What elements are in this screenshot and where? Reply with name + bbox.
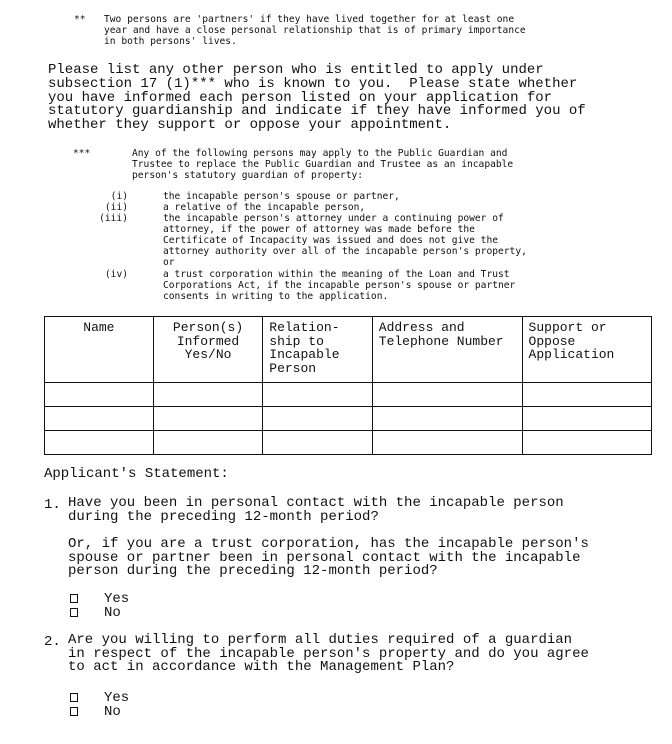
table-row	[45, 407, 652, 431]
option-label: Yes	[104, 690, 130, 706]
footnote-item-text: the incapable person's spouse or partner,	[163, 191, 400, 202]
checkbox-icon[interactable]	[70, 608, 78, 617]
table-row	[45, 431, 652, 455]
header-relationship: Relation- ship to Incapable Person	[263, 317, 373, 383]
table-cell[interactable]	[263, 407, 373, 431]
table-cell[interactable]	[372, 383, 522, 407]
table-row	[45, 383, 652, 407]
footnote-item-text: a trust corporation within the meaning of the Loan and Trust Corporations Act, if the incapable person's spouse or partner consents in writing to the application.	[163, 269, 516, 302]
table-cell[interactable]	[45, 383, 154, 407]
footnote-item-number: (i)	[110, 191, 128, 202]
question-2-no-option[interactable]	[70, 704, 121, 720]
checkbox-icon[interactable]	[70, 693, 78, 702]
table-cell[interactable]	[45, 407, 154, 431]
table-cell[interactable]	[263, 431, 373, 455]
option-label: Yes	[104, 591, 130, 607]
table-cell[interactable]	[522, 383, 651, 407]
table-cell[interactable]	[522, 431, 651, 455]
footnote-marker-triple-star: ***	[73, 148, 91, 159]
table-cell[interactable]	[153, 407, 263, 431]
footnote-marker-double-star: **	[74, 14, 86, 25]
header-address-telephone: Address and Telephone Number	[372, 317, 522, 383]
table-cell[interactable]	[45, 431, 154, 455]
footnote-item-text: the incapable person's attorney under a continuing power of attorney, if the power of attorney was made before the Certificate of Incapacity was issued and does not give the attorney authority over all of the incapable person's property, or	[163, 213, 527, 268]
table-cell[interactable]	[263, 383, 373, 407]
eligible-applicants-footnote: Any of the following persons may apply to the Public Guardian and Trustee to replace the Public Guardian and Trustee as an incapable person's statutory guardian of property:	[132, 148, 514, 181]
question-1-alternate-text: Or, if you are a trust corporation, has the incapable person's spouse or partner been in personal contact with the incapable person during the preceding 12-month period?	[68, 536, 589, 580]
intro-instructions-paragraph: Please list any other person who is entitled to apply under subsection 17 (1)*** who is known to you. Please state whether you have informed each person listed on your application for statutory guardianship and indicate if they have informed you of whether they support or oppose your appointment.	[48, 62, 586, 134]
question-1-text: Have you been in personal contact with the incapable person during the preceding 12-month period?	[68, 495, 564, 525]
question-number: 1.	[44, 497, 61, 513]
table-cell[interactable]	[153, 383, 263, 407]
header-persons-informed: Person(s) Informed Yes/No	[153, 317, 263, 383]
applicant-statement-heading: Applicant's Statement:	[44, 466, 229, 482]
option-label: No	[104, 704, 121, 720]
footnote-item-number: (iii)	[99, 213, 128, 224]
option-label: No	[104, 605, 121, 621]
table-cell[interactable]	[372, 407, 522, 431]
checkbox-icon[interactable]	[70, 707, 78, 716]
header-support-oppose: Support or Oppose Application	[522, 317, 651, 383]
partners-definition-footnote: Two persons are 'partners' if they have lived together for at least one year and have a close personal relationship that is of primary importance in both persons' lives.	[104, 14, 526, 47]
footnote-item-number: (iv)	[104, 269, 128, 280]
question-number: 2.	[44, 634, 61, 650]
checkbox-icon[interactable]	[70, 594, 78, 603]
table-cell[interactable]	[372, 431, 522, 455]
header-name: Name	[45, 317, 154, 383]
footnote-item-text: a relative of the incapable person,	[163, 202, 366, 213]
question-1-no-option[interactable]	[70, 605, 121, 621]
footnote-item-number: (ii)	[104, 202, 128, 213]
table-header-row	[45, 317, 652, 383]
table-cell[interactable]	[522, 407, 651, 431]
persons-informed-table	[44, 316, 652, 455]
question-2-text: Are you willing to perform all duties required of a guardian in respect of the incapable person's property and do you agree to act in accordance with the Management Plan?	[68, 632, 589, 676]
table-cell[interactable]	[153, 431, 263, 455]
